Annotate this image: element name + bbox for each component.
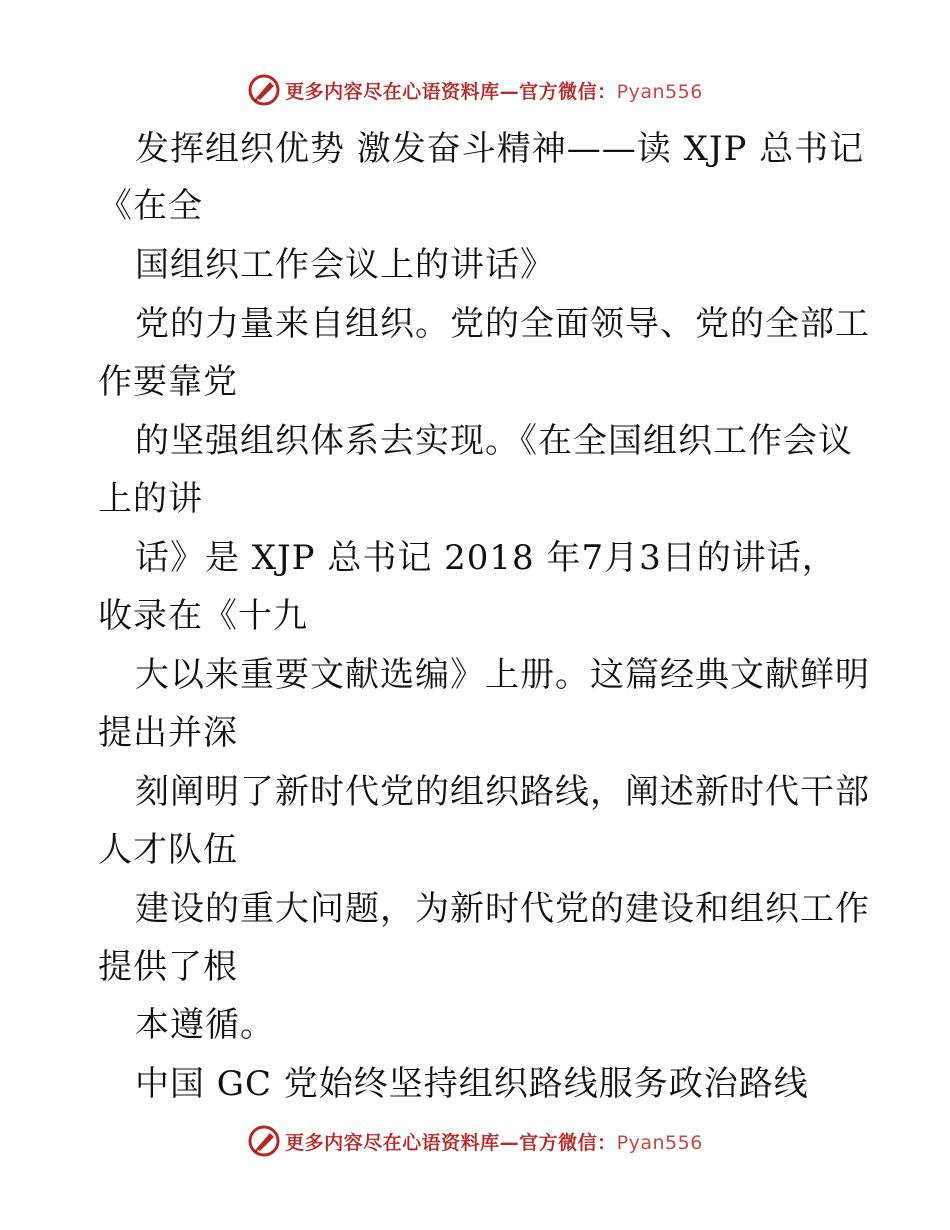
text-line: 大以来重要文献选编》上册。这篇经典文献鲜明: [135, 655, 870, 695]
text-line: 人才队伍: [98, 830, 238, 870]
title-line-3: 国组织工作会议上的讲话》: [135, 245, 555, 285]
text-line: 提出并深: [98, 713, 238, 753]
header-watermark: [0, 73, 950, 107]
text-line: 党的力量来自组织。党的全面领导、党的全部工: [135, 304, 870, 344]
text-line: 刻阐明了新时代党的组织路线，阐述新时代干部: [135, 772, 870, 812]
text-line: 提供了根: [98, 947, 238, 987]
text-line: 作要靠党: [98, 362, 238, 402]
text-line: 收录在《十九: [98, 596, 308, 636]
footer-watermark: [0, 1124, 950, 1158]
pen-seal-icon: [247, 1124, 281, 1158]
title-line-2: 《在全: [98, 186, 203, 226]
watermark-text: 更多内容尽在心语资料库—官方微信：Pyan556: [285, 1131, 703, 1154]
title-line-1: 发挥组织优势 激发奋斗精神——读 XJP 总书记: [135, 129, 865, 169]
watermark-text: 更多内容尽在心语资料库—官方微信：Pyan556: [285, 80, 703, 103]
text-line: 的坚强组织体系去实现。《在全国组织工作会议: [135, 421, 853, 461]
text-line: 中国 GC 党始终坚持组织路线服务政治路线: [135, 1064, 809, 1104]
text-line: 本遵循。: [135, 1005, 275, 1045]
text-line: 建设的重大问题，为新时代党的建设和组织工作: [135, 889, 870, 929]
text-line: 话》是 XJP 总书记 2018 年7月3日的讲话，: [135, 538, 837, 578]
pen-seal-icon: [247, 73, 281, 107]
text-line: 上的讲: [98, 479, 203, 519]
